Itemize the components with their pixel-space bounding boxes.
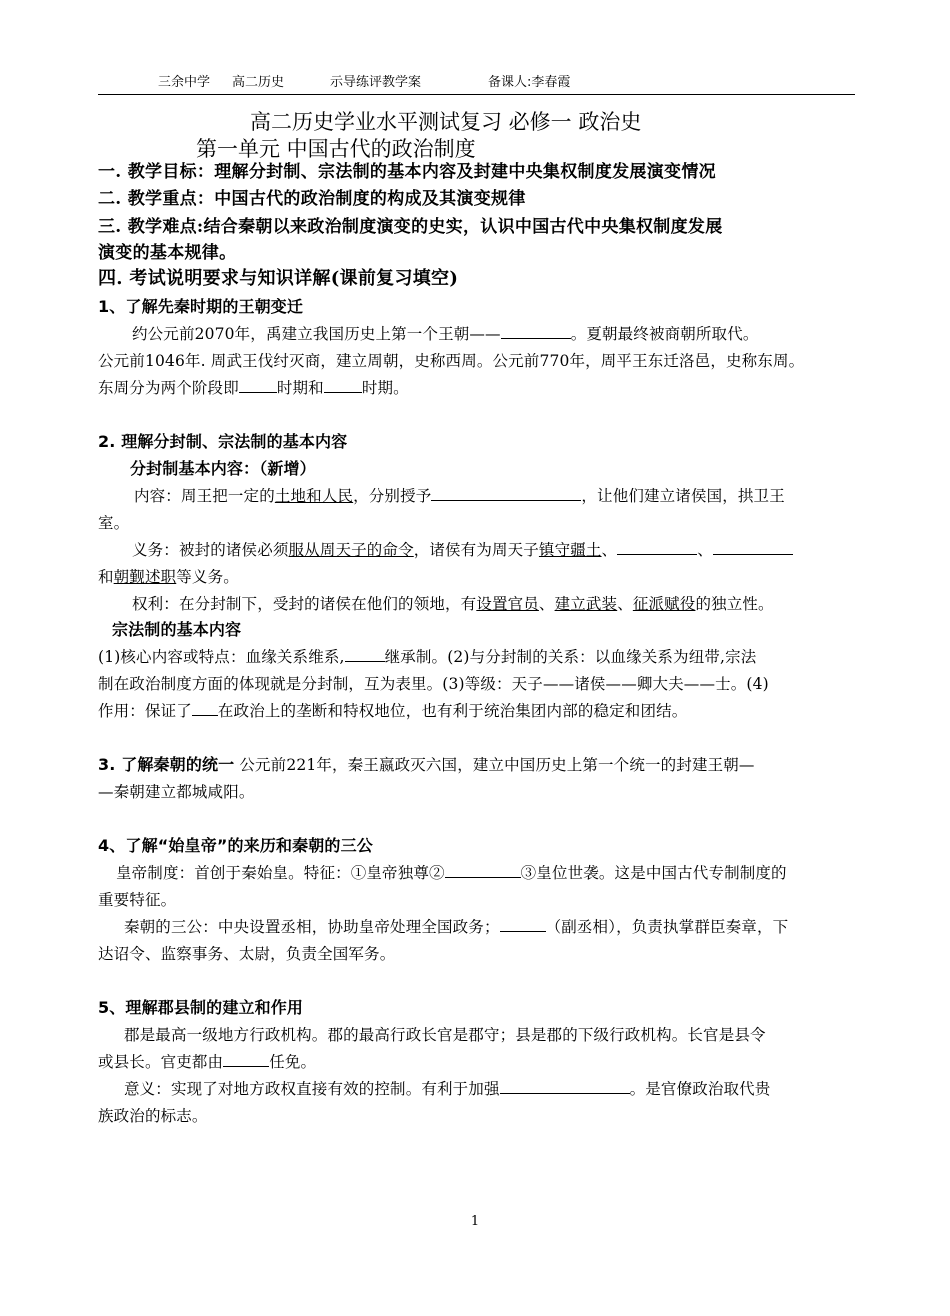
- s3-heading: 3. 了解秦朝的统一: [98, 755, 235, 774]
- answer-blank[interactable]: [324, 378, 362, 393]
- s4-emperor: 皇帝制度：首创于秦始皇。特征：①皇帝独尊② ③皇位世袭。这是中国古代专制制度的: [116, 864, 787, 882]
- s2-duty: 义务：被封的诸侯必须服从周天子的命令，诸侯有为周天子镇守疆土、 、: [98, 539, 892, 561]
- s2-zongfa-3: 作用：保证了 在政治上的垄断和特权地位，也有利于统治集团内部的稳定和团结。: [98, 702, 688, 720]
- answer-blank[interactable]: [713, 540, 793, 555]
- answer-blank[interactable]: [345, 647, 385, 662]
- answer-blank[interactable]: [239, 378, 277, 393]
- answer-blank[interactable]: [431, 486, 581, 501]
- s1-line-2: 公元前1046年. 周武王伐纣灭商，建立周朝，史称西周。公元前770年，周平王东迁洛邑，史称东周。: [98, 352, 805, 370]
- s1-line-3: 东周分为两个阶段即 时期和 时期。: [98, 379, 409, 397]
- answer-blank[interactable]: [501, 324, 571, 339]
- s4-heading: 4、了解“始皇帝”的来历和秦朝的三公: [98, 836, 373, 855]
- objective-key: 二. 教学重点：中国古代的政治制度的构成及其演变规律: [98, 189, 526, 209]
- answer-blank[interactable]: [192, 701, 218, 716]
- s5-line-2: 或县长。官吏都由 任免。: [98, 1053, 317, 1071]
- s2-content: 内容：周王把一定的土地和人民，分别授予 ，让他们建立诸侯国，拱卫王: [134, 487, 785, 505]
- s2-zongfa-1: (1)核心内容或特点：血缘关系维系, 继承制。(2)与分封制的关系：以血缘关系为纽带,宗法: [98, 648, 757, 666]
- answer-blank[interactable]: [445, 863, 521, 878]
- header-subject: 高二历史: [232, 75, 285, 90]
- s2-zongfa-2: 制在政治制度方面的体现就是分封制，互为表里。(3)等级：天子——诸侯——卿大夫——士。(4): [98, 675, 769, 693]
- s1-heading: 1、了解先秦时期的王朝变迁: [98, 297, 304, 316]
- s4-emperor-cont: 重要特征。: [98, 891, 177, 909]
- answer-blank[interactable]: [500, 1079, 630, 1094]
- s2-subheading-zongfa: 宗法制的基本内容: [112, 620, 242, 639]
- objective-goal: 一. 教学目标：理解分封制、宗法制的基本内容及封建中央集权制度发展演变情况: [98, 162, 716, 182]
- s3-line-2: —秦朝建立都城咸阳。: [98, 783, 255, 801]
- answer-blank[interactable]: [223, 1052, 269, 1067]
- header-type: 示导练评教学案: [330, 75, 422, 90]
- s5-line-1: 郡是最高一级地方行政机构。郡的最高行政长官是郡守；县是郡的下级行政机构。长官是县令: [124, 1026, 766, 1044]
- s5-heading: 5、理解郡县制的建立和作用: [98, 998, 304, 1017]
- header-school: 三余中学: [158, 75, 211, 90]
- s5-line-4: 族政治的标志。: [98, 1107, 208, 1125]
- s2-heading: 2. 理解分封制、宗法制的基本内容: [98, 432, 348, 451]
- page-subtitle: 第一单元 中国古代的政治制度: [196, 137, 476, 161]
- answer-blank[interactable]: [617, 540, 697, 555]
- page-title: 高二历史学业水平测试复习 必修一 政治史: [250, 110, 642, 134]
- section-4-heading: 四. 考试说明要求与知识详解(课前复习填空): [98, 268, 459, 289]
- page-number: 1: [470, 1214, 480, 1229]
- s4-three-ministers: 秦朝的三公：中央设置丞相，协助皇帝处理全国政务； （副丞相），负责执掌群臣奏章，下: [124, 918, 789, 936]
- s2-duty-cont: 和朝觐述职等义务。: [98, 568, 239, 586]
- objective-difficulty-cont: 演变的基本规律。: [98, 243, 237, 263]
- s2-subheading-fenfeng: 分封制基本内容：（新增）: [130, 459, 316, 478]
- s4-three-ministers-cont: 达诏令、监察事务、太尉，负责全国军务。: [98, 945, 396, 963]
- answer-blank[interactable]: [500, 917, 546, 932]
- s3-line-1: 3. 了解秦朝的统一 公元前221年，秦王嬴政灭六国，建立中国历史上第一个统一的封建王朝—: [98, 755, 755, 774]
- s2-rights: 权利：在分封制下，受封的诸侯在他们的领地，有设置官员、建立武装、征派赋役的独立性。: [132, 595, 774, 613]
- objective-difficulty: 三. 教学难点:结合秦朝以来政治制度演变的史实，认识中国古代中央集权制度发展: [98, 217, 723, 237]
- header-author: 备课人:李春霞: [488, 75, 571, 90]
- s1-paragraph: 约公元前2070年，禹建立我国历史上第一个王朝—— 。夏朝最终被商朝所取代。: [132, 325, 759, 343]
- page-header: [98, 74, 855, 95]
- s2-content-cont: 室。: [98, 514, 130, 532]
- s5-line-3: 意义：实现了对地方政权直接有效的控制。有利于加强 。是官僚政治取代贵: [124, 1080, 771, 1098]
